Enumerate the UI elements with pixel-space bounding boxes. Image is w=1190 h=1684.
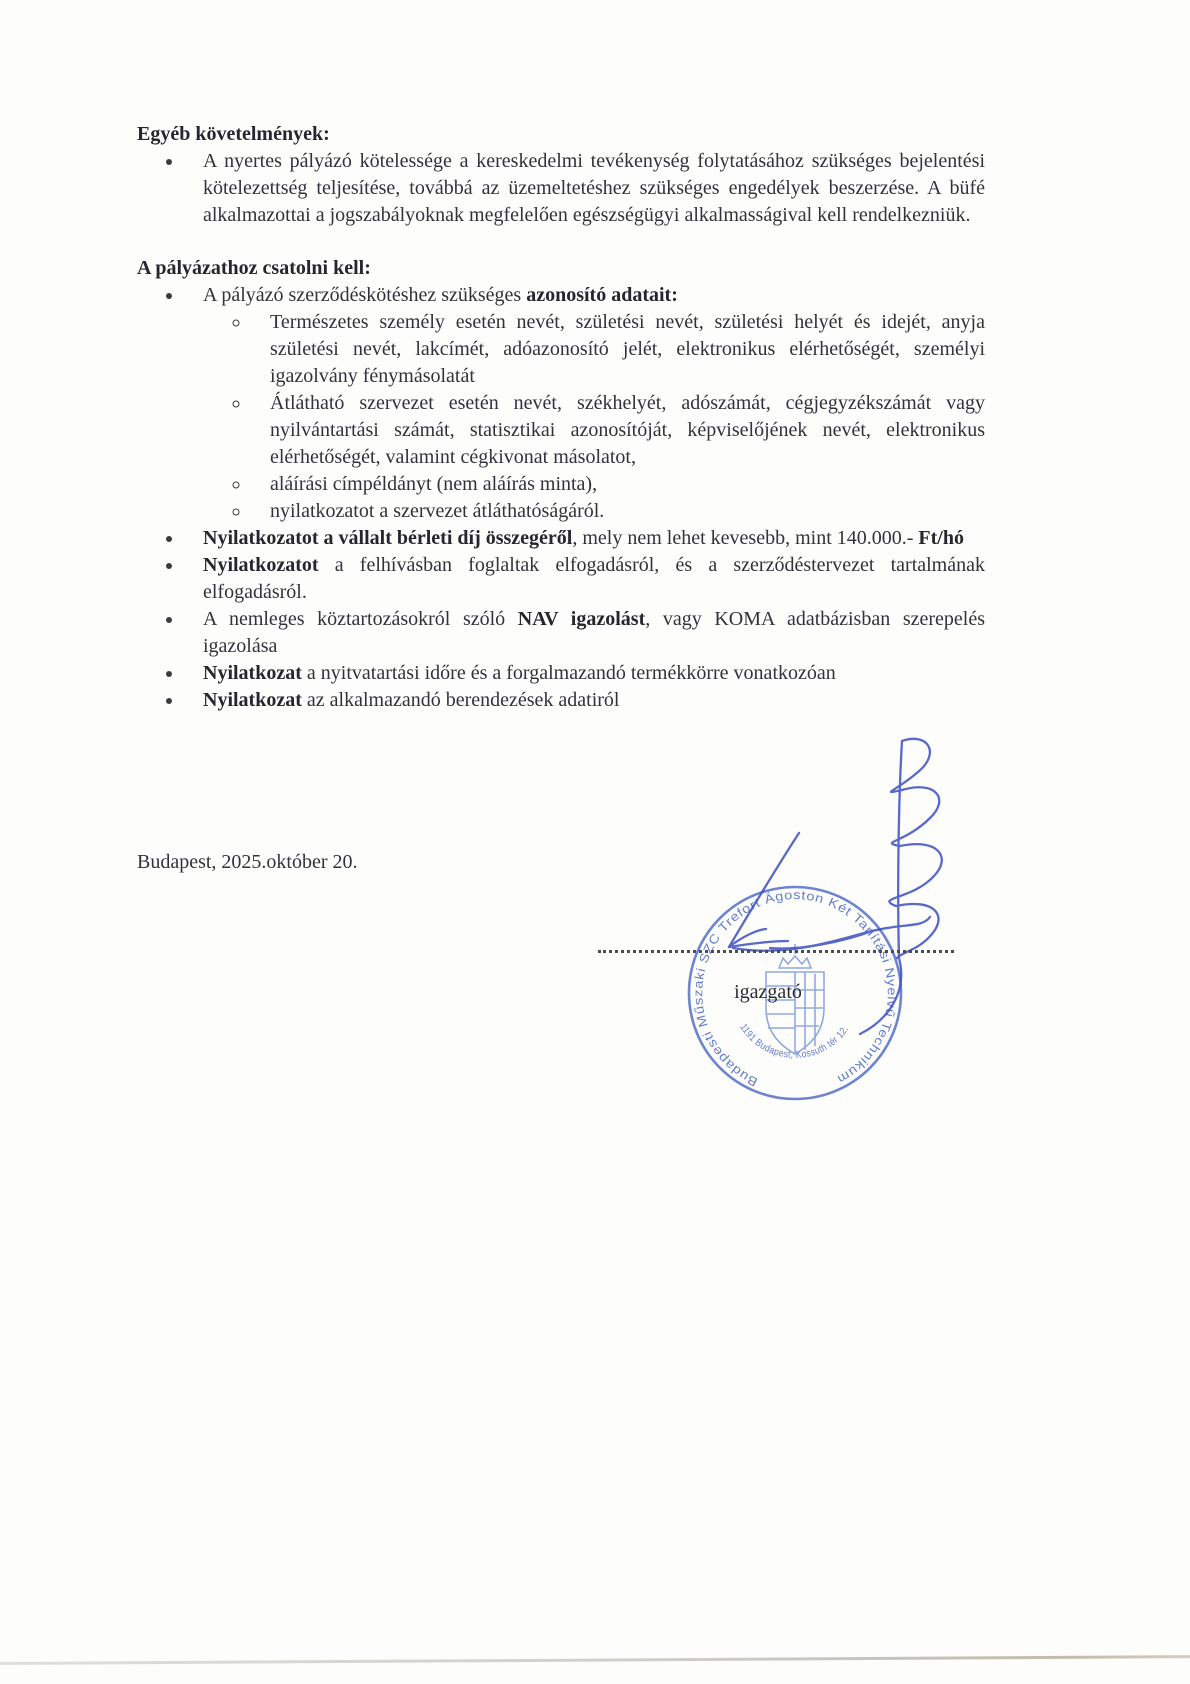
sublist-item-signature-specimen	[251, 471, 985, 498]
list-item-equipment-declaration	[184, 687, 985, 714]
list-item-opening-hours-declaration	[184, 660, 985, 687]
item2-bold-text: Nyilatkozatot a vállalt bérleti díj összegéről	[203, 527, 573, 549]
sublist-item-natural-person	[251, 309, 985, 390]
sublist-item-text: Természetes személy esetén nevét, születési nevét, születési helyét és idejét, anyja születési nevét, lakcímét, adóazonosító jelét, elektronikus elérhetőségét, személyi igazolvány fénymásolatát	[270, 311, 985, 387]
date-place-line: Budapest, 2025.október 20.	[137, 851, 358, 873]
sublist-item-transparent-org	[251, 390, 985, 471]
sublist-item-text: aláírási címpéldányt (nem aláírás minta),	[270, 473, 598, 495]
signer-role-label: igazgató	[734, 981, 802, 1003]
sublist-item-transparency-declaration	[251, 498, 985, 525]
sublist-item-text: nyilatkozatot a szervezet átláthatóságáról.	[270, 500, 605, 522]
section-heading-attachments: A pályázathoz csatolni kell:	[137, 257, 371, 279]
item4-pre-text: A nemleges köztartozásokról szóló	[203, 608, 518, 630]
document-body	[0, 0, 1190, 714]
item2-mid-text: , mely nem lehet kevesebb, mint 140.000.-	[572, 527, 919, 549]
svg-text:1191 Budapest, Kossuth tér 12.	[737, 1022, 851, 1061]
item4-bold-text: NAV igazolást	[517, 608, 646, 630]
scanned-paper-edge-artifact	[0, 1655, 1190, 1664]
sublist-item-text: Átlátható szervezet esetén nevét, székhelyét, adószámát, cégjegyzékszámát vagy nyilvántartási számát, statisztikai azonosítóját, képviselőjének nevét, elektronikus elérhetőségét, valamint cégkivonat másolatot,	[270, 392, 985, 468]
item4-rest-text: , vagy KOMA adatbázisban szerepelés igazolása	[203, 608, 985, 657]
signature-dotted-line	[598, 950, 954, 953]
item5-rest-text: a nyitvatartási időre és a forgalmazandó termékkörre vonatkozóan	[301, 662, 836, 684]
item5-bold-text: Nyilatkozat	[203, 662, 302, 684]
item6-rest-text: az alkalmazandó berendezések adatiról	[301, 689, 620, 711]
item1-bold-text: azonosító adatait:	[526, 284, 678, 306]
section-other-requirements	[137, 121, 985, 229]
section-attachments	[137, 255, 985, 714]
stamp-outer-ring-text: Budapesti Műszaki SZC Trefort Ágoston Két Tanítási Nyelvű Technikum	[691, 887, 899, 1090]
list-item	[184, 148, 985, 229]
item6-bold-text: Nyilatkozat	[203, 689, 302, 711]
list-item-rent-declaration	[184, 525, 985, 552]
item2-bold2-text: Ft/hó	[918, 527, 964, 549]
section-heading-other-requirements: Egyéb követelmények:	[137, 123, 330, 145]
attachments-list	[137, 282, 985, 714]
other-requirements-bullet-text: A nyertes pályázó kötelessége a kereskedelmi tevékenység folytatásához szükséges bejelentési kötelezettség teljesítése, továbbá az üzemeltetéshez szükséges engedélyek beszerzése. A büfé alkalmazottai a jogszabályoknak megfelelően egészségügyi alkalmasságival kell rendelkezniük.	[203, 150, 985, 226]
item3-rest-text: a felhívásban foglaltak elfogadásról, és a szerződéstervezet tartalmának elfogadásról.	[203, 554, 985, 603]
list-item-acceptance-declaration	[184, 552, 985, 606]
other-requirements-list	[137, 148, 985, 229]
item1-pre-text: A pályázó szerződéskötéshez szükséges	[203, 284, 527, 306]
stamp-inner-arc-text: 1191 Budapest, Kossuth tér 12.	[737, 1022, 852, 1061]
identification-data-sublist	[203, 309, 985, 525]
list-item-nav-certificate	[184, 606, 985, 660]
list-item-identification-data	[184, 282, 985, 525]
item3-bold-text: Nyilatkozatot	[203, 554, 319, 576]
